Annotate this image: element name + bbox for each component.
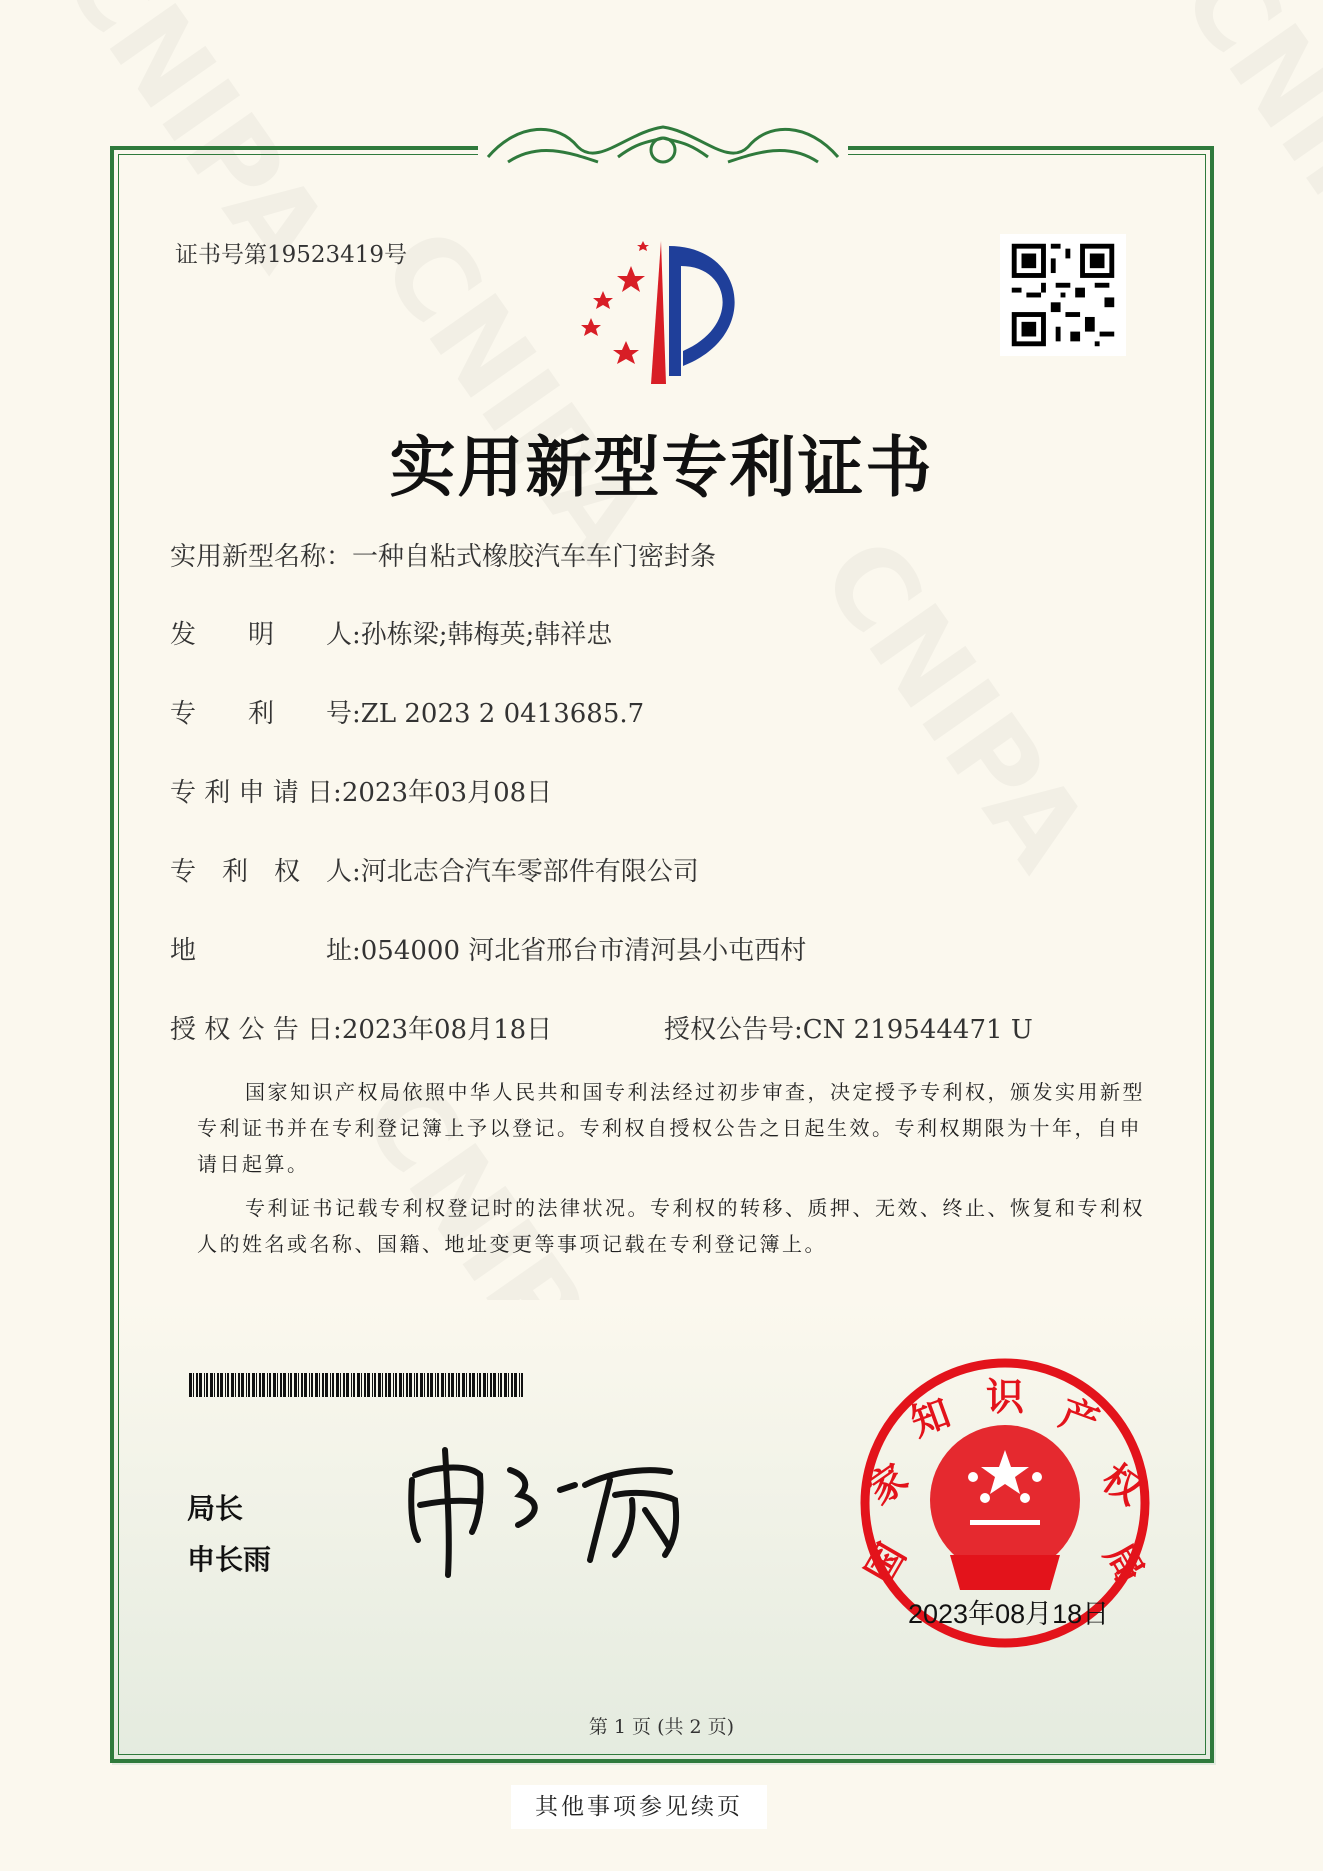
barcode-bar: [406, 1373, 408, 1397]
barcode-bar: [315, 1373, 318, 1397]
barcode-bar: [409, 1373, 412, 1397]
legal-paragraph: 国家知识产权局依照中华人民共和国专利法经过初步审查，决定授予专利权，颁发实用新型专利证书并在专利登记簿上予以登记。专利权自授权公告之日起生效。专利权期限为十年，自申请日起算。: [197, 1080, 1145, 1176]
barcode-bar: [441, 1373, 444, 1397]
barcode-bar: [298, 1373, 299, 1397]
barcode-bar: [225, 1373, 226, 1397]
barcode-bar: [388, 1373, 391, 1397]
field-grant-date: [170, 1009, 552, 1046]
barcode-bar: [477, 1373, 478, 1397]
barcode-bar: [241, 1373, 244, 1397]
barcode-bar: [487, 1373, 488, 1397]
field-label: 实用新型名称：: [170, 542, 353, 572]
field-utility-model-name: [170, 536, 716, 573]
barcode-bar: [199, 1373, 202, 1397]
certificate-number: 证书号第19523419号: [175, 242, 408, 268]
barcode-bar: [374, 1373, 376, 1397]
barcode: [189, 1373, 525, 1397]
svg-text:产: 产: [1054, 1390, 1105, 1445]
barcode-bar: [336, 1373, 339, 1397]
seal-date: 2023年08月18日: [908, 1599, 1110, 1629]
legal-paragraph: 专利证书记载专利权登记时的法律状况。专利权的转移、质押、无效、终止、恢复和专利权人的姓名或名称、国籍、地址变更等事项记载在专利登记簿上。: [197, 1196, 1145, 1256]
barcode-bar: [206, 1373, 208, 1397]
barcode-bar: [490, 1373, 492, 1397]
barcode-bar: [448, 1373, 450, 1397]
svg-text:识: 识: [985, 1375, 1025, 1419]
barcode-bar: [367, 1373, 370, 1397]
barcode-bar: [220, 1373, 223, 1397]
barcode-bar: [301, 1373, 303, 1397]
barcode-bar: [269, 1373, 271, 1397]
barcode-bar: [437, 1373, 439, 1397]
field-label: 发 明 人:: [170, 620, 361, 650]
barcode-bar: [420, 1373, 423, 1397]
barcode-bar: [248, 1373, 250, 1397]
field-patent-number: [170, 693, 644, 730]
director-name: 申长雨: [187, 1543, 272, 1576]
qr-code: [1000, 234, 1126, 356]
svg-text:家: 家: [859, 1455, 916, 1514]
field-value: 河北志合汽车零部件有限公司: [360, 857, 699, 887]
barcode-bar: [435, 1373, 436, 1397]
barcode-bar: [196, 1373, 198, 1397]
director-signature: [400, 1440, 690, 1580]
barcode-bar: [508, 1373, 509, 1397]
barcode-bar: [214, 1373, 215, 1397]
barcode-bar: [378, 1373, 381, 1397]
barcode-bar: [204, 1373, 205, 1397]
barcode-bar: [277, 1373, 278, 1397]
field-value: 2023年03月08日: [341, 778, 553, 808]
director-title: 局长: [187, 1492, 244, 1525]
barcode-bar: [330, 1373, 331, 1397]
barcode-bar: [357, 1373, 360, 1397]
svg-text:国: 国: [857, 1536, 915, 1591]
barcode-bar: [304, 1373, 307, 1397]
page-indicator: 第 1 页 (共 2 页): [588, 1716, 735, 1738]
barcode-bar: [283, 1373, 286, 1397]
field-address: [170, 930, 806, 967]
barcode-bar: [361, 1373, 362, 1397]
barcode-bar: [340, 1373, 341, 1397]
barcode-bar: [332, 1373, 334, 1397]
barcode-bar: [346, 1373, 349, 1397]
barcode-bar: [273, 1373, 276, 1397]
field-label: 授权公告号:: [664, 1015, 803, 1045]
barcode-bar: [288, 1373, 289, 1397]
barcode-bar: [462, 1373, 465, 1397]
field-value: 054000 河北省邢台市清河县小屯西村: [360, 936, 807, 966]
barcode-bar: [189, 1373, 192, 1397]
barcode-bar: [267, 1373, 268, 1397]
field-value: CN 219544471 U: [802, 1015, 1033, 1045]
field-patentee: [170, 851, 699, 888]
barcode-bar: [514, 1373, 517, 1397]
barcode-bar: [479, 1373, 481, 1397]
barcode-bar: [311, 1373, 313, 1397]
barcode-bar: [403, 1373, 404, 1397]
field-label: 专 利 号:: [170, 699, 361, 729]
svg-text:权: 权: [1094, 1455, 1151, 1514]
barcode-bar: [483, 1373, 486, 1397]
barcode-bar: [498, 1373, 499, 1397]
barcode-bar: [217, 1373, 219, 1397]
barcode-bar: [319, 1373, 320, 1397]
barcode-bar: [325, 1373, 328, 1397]
barcode-bar: [210, 1373, 213, 1397]
top-ornament: [478, 112, 848, 178]
barcode-bar: [193, 1373, 194, 1397]
barcode-bar: [416, 1373, 418, 1397]
barcode-bar: [393, 1373, 394, 1397]
barcode-bar: [500, 1373, 502, 1397]
field-label: 授 权 公 告 日:: [170, 1015, 342, 1045]
field-label: 地 址:: [170, 936, 361, 966]
barcode-bar: [322, 1373, 324, 1397]
barcode-bar: [504, 1373, 507, 1397]
barcode-bar: [252, 1373, 255, 1397]
field-value: 2023年08月18日: [341, 1015, 553, 1045]
barcode-bar: [309, 1373, 310, 1397]
barcode-bar: [521, 1373, 523, 1397]
barcode-bar: [246, 1373, 247, 1397]
barcode-bar: [227, 1373, 229, 1397]
field-value: 孙栋梁;韩梅英;韩祥忠: [360, 620, 613, 650]
barcode-bar: [472, 1373, 475, 1397]
field-announcement-number: [664, 1009, 1033, 1046]
svg-text:知: 知: [905, 1390, 956, 1445]
certificate-title: 实用新型专利证书: [389, 428, 934, 506]
field-value: 一种自粘式橡胶汽车车门密封条: [352, 542, 717, 572]
barcode-bar: [466, 1373, 467, 1397]
barcode-bar: [424, 1373, 425, 1397]
barcode-bar: [372, 1373, 373, 1397]
barcode-bar: [262, 1373, 265, 1397]
barcode-bar: [351, 1373, 352, 1397]
barcode-bar: [382, 1373, 383, 1397]
field-application-date: [170, 772, 552, 809]
continued-notice: 其他事项参见续页: [511, 1785, 767, 1829]
barcode-bar: [458, 1373, 460, 1397]
field-value: ZL 2023 2 0413685.7: [360, 699, 645, 729]
field-label: 专 利 权 人:: [170, 857, 361, 887]
svg-text:局: 局: [1095, 1536, 1153, 1591]
barcode-bar: [259, 1373, 261, 1397]
barcode-bar: [343, 1373, 345, 1397]
barcode-bar: [235, 1373, 236, 1397]
barcode-bar: [385, 1373, 387, 1397]
barcode-bar: [511, 1373, 513, 1397]
barcode-bar: [256, 1373, 257, 1397]
barcode-bar: [395, 1373, 397, 1397]
barcode-bar: [364, 1373, 366, 1397]
field-inventors: [170, 614, 612, 651]
barcode-bar: [469, 1373, 471, 1397]
field-label: 专 利 申 请 日:: [170, 778, 342, 808]
barcode-bar: [290, 1373, 292, 1397]
barcode-bar: [519, 1373, 520, 1397]
barcode-bar: [238, 1373, 240, 1397]
barcode-bar: [451, 1373, 454, 1397]
barcode-bar: [414, 1373, 415, 1397]
cnipa-logo: [571, 236, 761, 386]
barcode-bar: [353, 1373, 355, 1397]
barcode-bar: [280, 1373, 282, 1397]
barcode-bar: [294, 1373, 297, 1397]
barcode-bar: [456, 1373, 457, 1397]
barcode-bar: [231, 1373, 234, 1397]
barcode-bar: [430, 1373, 433, 1397]
barcode-bar: [427, 1373, 429, 1397]
barcode-bar: [445, 1373, 446, 1397]
barcode-bar: [493, 1373, 496, 1397]
barcode-bar: [399, 1373, 402, 1397]
